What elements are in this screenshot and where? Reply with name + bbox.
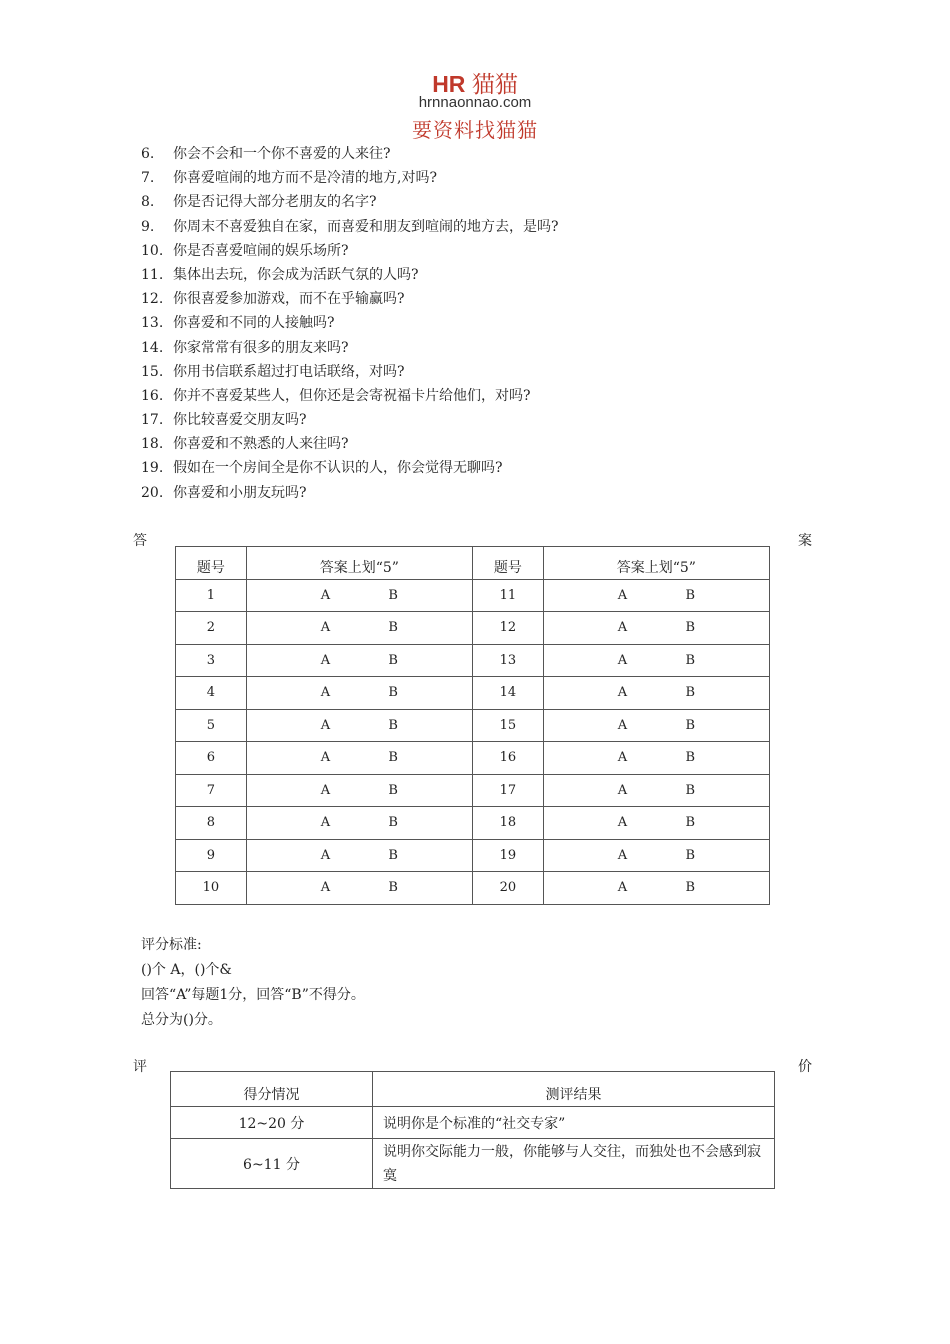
option-b[interactable]: B xyxy=(388,847,398,863)
question-text: 你会不会和一个你不喜爱的人来往? xyxy=(173,146,391,162)
option-a[interactable]: A xyxy=(320,587,331,603)
option-a[interactable]: A xyxy=(320,847,331,863)
score-range: 6~11 分 xyxy=(171,1139,373,1189)
evaluation-table xyxy=(170,1071,775,1189)
evaluation-row xyxy=(171,1139,775,1189)
question-text: 你喜爱和不同的人接触吗? xyxy=(173,315,335,332)
option-a[interactable]: A xyxy=(617,587,628,603)
option-a[interactable]: A xyxy=(320,815,331,831)
answer-row xyxy=(176,872,770,905)
answer-options xyxy=(543,839,769,872)
option-a[interactable]: A xyxy=(320,652,331,668)
scoring-line: 总分为()分。 xyxy=(141,1012,222,1028)
question-item xyxy=(141,217,559,241)
question-item xyxy=(141,386,559,410)
question-no-cell: 16 xyxy=(472,742,543,775)
scoring-line: ()个 A，()个& xyxy=(141,962,232,978)
question-no-cell: 13 xyxy=(472,644,543,677)
answer-options xyxy=(246,579,472,612)
question-number: 17. xyxy=(141,412,164,429)
answer-options xyxy=(543,807,769,840)
scoring-section xyxy=(141,934,365,1034)
option-a[interactable]: A xyxy=(617,815,628,831)
answer-row xyxy=(176,742,770,775)
option-a[interactable]: A xyxy=(617,880,628,896)
evaluation-label-left: 评 xyxy=(133,1059,147,1075)
question-text: 假如在一个房间全是你不认识的人，你会觉得无聊吗? xyxy=(173,460,503,477)
answer-options xyxy=(246,872,472,905)
question-item xyxy=(141,241,559,265)
question-number: 14. xyxy=(141,339,164,356)
header-question-no: 题号 xyxy=(472,547,543,580)
answer-row xyxy=(176,579,770,612)
question-no-cell: 18 xyxy=(472,807,543,840)
question-text: 集体出去玩，你会成为活跃气氛的人吗? xyxy=(173,266,419,283)
option-a[interactable]: A xyxy=(320,750,331,766)
question-number: 11. xyxy=(141,266,164,283)
question-text: 你用书信联系超过打电话联络，对吗? xyxy=(173,363,405,380)
question-text: 你家常常有很多的朋友来吗? xyxy=(173,339,349,356)
question-no-cell: 6 xyxy=(176,742,247,775)
question-no-cell: 20 xyxy=(472,872,543,905)
question-item xyxy=(141,410,559,434)
answer-row xyxy=(176,839,770,872)
answer-row xyxy=(176,774,770,807)
answer-options xyxy=(246,709,472,742)
question-item xyxy=(141,265,559,289)
question-number: 12. xyxy=(141,291,164,308)
question-number: 16. xyxy=(141,387,164,404)
scoring-line: 回答“A”每题1分，回答“B”不得分。 xyxy=(141,987,365,1003)
question-number: 6. xyxy=(141,146,155,162)
option-b[interactable]: B xyxy=(685,782,695,798)
score-range: 12~20 分 xyxy=(171,1107,373,1139)
option-b[interactable]: B xyxy=(685,652,695,668)
option-a[interactable]: A xyxy=(320,620,331,636)
option-b[interactable]: B xyxy=(388,652,398,668)
question-no-cell: 12 xyxy=(472,612,543,645)
answer-table-header xyxy=(176,547,770,580)
option-b[interactable]: B xyxy=(388,880,398,896)
question-no-cell: 17 xyxy=(472,774,543,807)
answer-options xyxy=(543,612,769,645)
question-item xyxy=(141,144,559,168)
question-item xyxy=(141,313,559,337)
answer-options xyxy=(246,644,472,677)
answer-row xyxy=(176,612,770,645)
answer-options xyxy=(543,677,769,710)
question-no-cell: 11 xyxy=(472,579,543,612)
question-text: 你很喜爱参加游戏，而不在乎输赢吗? xyxy=(173,291,405,308)
option-b[interactable]: B xyxy=(388,717,398,733)
answer-options xyxy=(246,839,472,872)
question-text: 你喜爱喧闹的地方而不是冷清的地方,对吗? xyxy=(173,170,437,187)
option-a[interactable]: A xyxy=(320,717,331,733)
logo-hr-text: HR xyxy=(432,71,466,97)
answer-row xyxy=(176,709,770,742)
option-b[interactable]: B xyxy=(388,750,398,766)
option-b[interactable]: B xyxy=(388,685,398,701)
scoring-title: 评分标准: xyxy=(141,937,202,953)
option-a[interactable]: A xyxy=(320,880,331,896)
answer-row xyxy=(176,677,770,710)
answer-options xyxy=(246,807,472,840)
question-number: 7. xyxy=(141,170,155,187)
question-no-cell: 10 xyxy=(176,872,247,905)
option-b[interactable]: B xyxy=(685,847,695,863)
evaluation-header xyxy=(171,1072,775,1107)
evaluation-label-right: 价 xyxy=(798,1059,812,1075)
question-text: 你喜爱和小朋友玩吗? xyxy=(173,484,307,501)
question-text: 你喜爱和不熟悉的人来往吗? xyxy=(173,436,349,453)
answer-options xyxy=(543,742,769,775)
option-b[interactable]: B xyxy=(685,815,695,831)
option-a[interactable]: A xyxy=(320,685,331,701)
question-item xyxy=(141,458,559,482)
question-no-cell: 19 xyxy=(472,839,543,872)
answer-options xyxy=(543,644,769,677)
header-answer: 答案上划“5” xyxy=(246,547,472,580)
option-b[interactable]: B xyxy=(388,587,398,603)
question-item xyxy=(141,362,559,386)
option-a[interactable]: A xyxy=(320,782,331,798)
question-number: 9. xyxy=(141,218,155,235)
answer-options xyxy=(246,774,472,807)
question-text: 你并不喜爱某些人，但你还是会寄祝福卡片给他们，对吗? xyxy=(173,387,531,404)
question-no-cell: 8 xyxy=(176,807,247,840)
evaluation-result: 说明你交际能力一般，你能够与人交往，而独处也不会感到寂寞 xyxy=(373,1139,775,1189)
option-b[interactable]: B xyxy=(388,782,398,798)
question-number: 20. xyxy=(141,484,164,501)
option-a[interactable]: A xyxy=(617,620,628,636)
question-number: 8. xyxy=(141,194,155,211)
option-a[interactable]: A xyxy=(617,847,628,863)
answer-table xyxy=(175,546,770,905)
question-text: 你是否喜爱喧闹的娱乐场所? xyxy=(173,242,349,259)
question-number: 19. xyxy=(141,460,164,477)
question-item xyxy=(141,168,559,192)
answer-options xyxy=(543,774,769,807)
question-no-cell: 4 xyxy=(176,677,247,710)
question-no-cell: 14 xyxy=(472,677,543,710)
answer-options xyxy=(246,742,472,775)
option-b[interactable]: B xyxy=(685,620,695,636)
option-b[interactable]: B xyxy=(388,815,398,831)
question-item xyxy=(141,289,559,313)
answer-options xyxy=(543,579,769,612)
question-number: 10. xyxy=(141,242,164,259)
option-b[interactable]: B xyxy=(388,620,398,636)
header-question-no: 题号 xyxy=(176,547,247,580)
answer-label-right: 案 xyxy=(798,533,812,549)
question-number: 15. xyxy=(141,363,164,380)
answer-row xyxy=(176,807,770,840)
question-no-cell: 5 xyxy=(176,709,247,742)
answer-label-left: 答 xyxy=(133,533,147,549)
logo-slogan: 要资料找猫猫 xyxy=(412,118,538,142)
question-item xyxy=(141,483,559,507)
option-b[interactable]: B xyxy=(685,587,695,603)
question-number: 13. xyxy=(141,315,164,332)
logo-name-text: 猫猫 xyxy=(471,71,518,97)
logo-url: hrnnaonnao.com xyxy=(418,94,532,111)
question-item xyxy=(141,434,559,458)
answer-options xyxy=(543,709,769,742)
question-item xyxy=(141,192,559,216)
answer-options xyxy=(246,612,472,645)
option-a[interactable]: A xyxy=(617,652,628,668)
question-no-cell: 2 xyxy=(176,612,247,645)
option-a[interactable]: A xyxy=(617,750,628,766)
option-b[interactable]: B xyxy=(685,717,695,733)
question-no-cell: 3 xyxy=(176,644,247,677)
evaluation-result: 说明你是个标准的“社交专家” xyxy=(373,1107,775,1139)
evaluation-row xyxy=(171,1107,775,1139)
question-number: 18. xyxy=(141,436,164,453)
question-no-cell: 15 xyxy=(472,709,543,742)
option-b[interactable]: B xyxy=(685,750,695,766)
question-list xyxy=(141,144,559,507)
option-a[interactable]: A xyxy=(617,782,628,798)
question-no-cell: 1 xyxy=(176,579,247,612)
option-b[interactable]: B xyxy=(685,685,695,701)
option-a[interactable]: A xyxy=(617,717,628,733)
question-item xyxy=(141,338,559,362)
header-answer: 答案上划“5” xyxy=(543,547,769,580)
question-text: 你周末不喜爱独自在家，而喜爱和朋友到喧闹的地方去，是吗? xyxy=(173,218,559,235)
answer-options xyxy=(543,872,769,905)
header-result: 测评结果 xyxy=(373,1072,775,1107)
question-no-cell: 7 xyxy=(176,774,247,807)
option-b[interactable]: B xyxy=(685,880,695,896)
header-score: 得分情况 xyxy=(171,1072,373,1107)
question-no-cell: 9 xyxy=(176,839,247,872)
question-text: 你是否记得大部分老朋友的名字? xyxy=(173,194,377,211)
answer-options xyxy=(246,677,472,710)
option-a[interactable]: A xyxy=(617,685,628,701)
answer-row xyxy=(176,644,770,677)
question-text: 你比较喜爱交朋友吗? xyxy=(173,412,307,429)
